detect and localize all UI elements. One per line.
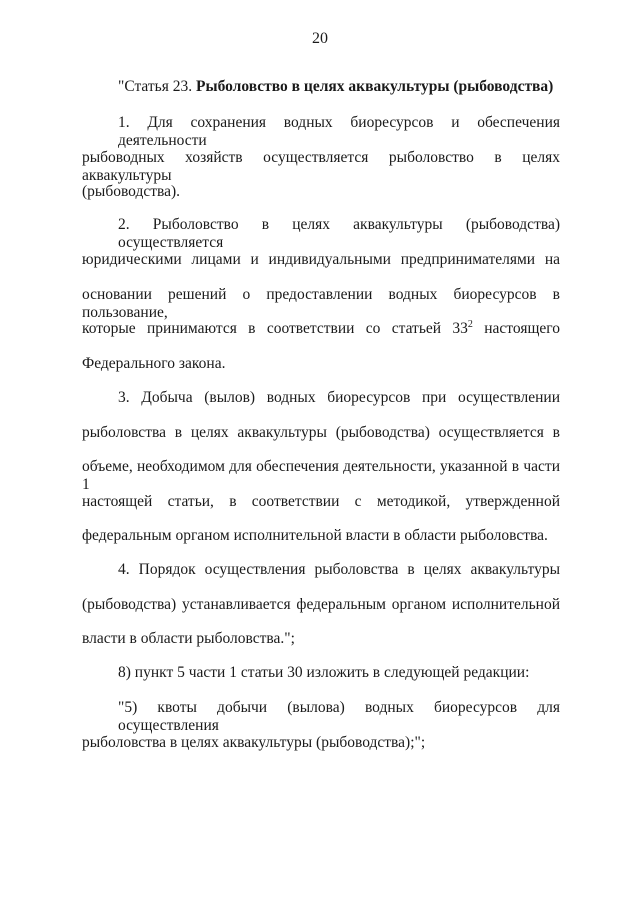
article-prefix: "Статья 23.	[118, 78, 196, 95]
item-8-line: 8) пункт 5 части 1 статьи 30 изложить в следующей редакции:	[118, 664, 530, 681]
paragraph-3-line-5: федеральным органом исполнительной власти в области рыболовства.	[82, 527, 548, 544]
page-number: 20	[312, 30, 328, 47]
paragraph-2-line-1: 2. Рыболовство в целях аквакультуры (рыбоводства) осуществляется	[118, 216, 560, 251]
paragraph-3-line-2: рыболовства в целях аквакультуры (рыбоводства) осуществляется в	[82, 424, 560, 441]
paragraph-4-line-2: (рыбоводства) устанавливается федеральным органом исполнительной	[82, 596, 560, 613]
paragraph-3-line-4: настоящей статьи, в соответствии с методикой, утвержденной	[82, 493, 560, 510]
paragraph-4-line-3: власти в области рыболовства.";	[82, 630, 295, 647]
paragraph-1-line-2: рыбоводных хозяйств осуществляется рыболовство в целях аквакультуры	[82, 149, 560, 184]
paragraph-2-line-4	[82, 320, 560, 338]
article-title: Рыболовство в целях аквакультуры (рыбоводства)	[196, 78, 554, 95]
paragraph-3-line-1: 3. Добыча (вылов) водных биоресурсов при осуществлении	[118, 389, 560, 406]
paragraph-2-line-5: Федерального закона.	[82, 355, 226, 372]
quote-5-line-1: "5) квоты добычи (вылова) водных биоресурсов для осуществления	[118, 699, 560, 734]
paragraph-1-line-3: (рыбоводства).	[82, 183, 181, 200]
paragraph-2-line-4-end: настоящего	[472, 320, 560, 337]
paragraph-3-line-3: объеме, необходимом для обеспечения деятельности, указанной в части 1	[82, 458, 560, 493]
paragraph-2-line-2: юридическими лицами и индивидуальными предпринимателями на	[82, 251, 560, 268]
superscript-2: 2	[467, 318, 473, 330]
paragraph-4-line-1: 4. Порядок осуществления рыболовства в целях аквакультуры	[118, 561, 560, 578]
paragraph-1-line-1: 1. Для сохранения водных биоресурсов и обеспечения деятельности	[118, 114, 560, 149]
paragraph-2-line-3: основании решений о предоставлении водных биоресурсов в пользование,	[82, 286, 560, 321]
paragraph-2-line-4-text: которые принимаются в соответствии со статьей 33	[82, 320, 468, 337]
article-heading	[118, 78, 596, 96]
quote-5-line-2: рыболовства в целях аквакультуры (рыбоводства);";	[82, 734, 426, 751]
